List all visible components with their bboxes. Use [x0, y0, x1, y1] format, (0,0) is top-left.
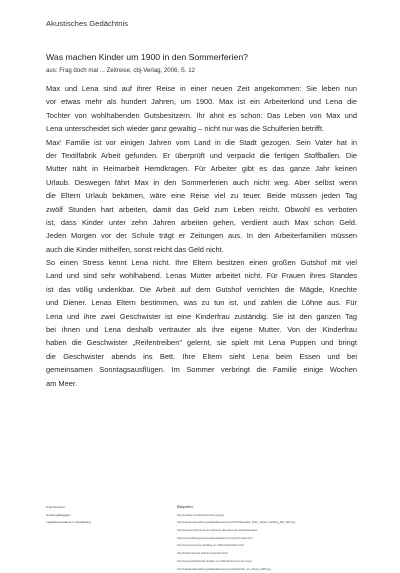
- text-line: die Geschwister abends ins Bett. Ihre Eltern sieht Lena beim Essen und bei: [46, 350, 357, 363]
- text-line: auch die Kinder mithelfen, sonst reicht das Geld nicht.: [46, 243, 357, 256]
- section-label: Akustisches Gedächtnis: [46, 19, 128, 28]
- image-credits: [177, 504, 377, 573]
- text-line: ist, dass Kinder unter zehn Jahren arbeiten gehen, verdient auch Max schon Geld.: [46, 216, 357, 229]
- text-line: und Diener. Lenas Eltern bestimmen, was zu tun ist, und zahlen die Löhne aus. Für: [46, 296, 357, 309]
- credit-link[interactable]: http://www.wohlhabende-familien-um-1900.de/sommer-am-meer/: [177, 558, 377, 566]
- text-line: Max' Familie ist vor einigen Jahren vom Land in die Stadt gezogen. Sein Vater hat in: [46, 136, 357, 149]
- author-info: [46, 504, 91, 527]
- text-line: zwölf Stunden hart arbeiten, damit das Geld zum Leben reicht. Obwohl es verboten: [46, 203, 357, 216]
- text-line: Max und Lena sind auf ihrer Reise in einer neuen Zeit angekommen: Sie leben nun: [46, 82, 357, 95]
- text-line: vor etwas mehr als hundert Jahren, um 1900. Max ist ein Arbeiterkind und Lena die: [46, 95, 357, 108]
- text-line: Jeden Morgen vor der Schule trägt er Zeitungen aus. In den Arbeiterfamilien müssen: [46, 229, 357, 242]
- document-title: Was machen Kinder um 1900 in den Sommerferien?: [46, 52, 248, 62]
- text-line: So einen Stress kennt Lena nicht. Ihre Eltern besitzen einen großen Gutshof mit viel: [46, 256, 357, 269]
- story-text: [46, 82, 357, 390]
- author-name: Anja Dreimler: [46, 504, 91, 512]
- credit-link[interactable]: http://www.geschichte-lernen.de/ueber-das-leben-der-arbeiterfamilien/: [177, 527, 377, 535]
- text-line: Mutter näht in Heimarbeit Hemdkragen. Für Arbeiter gibt es das ganze Jahr keinen: [46, 162, 357, 175]
- text-line: der Textilfabrik Arbeit gefunden. Er überprüft und verpackt die fertigen Stoffballen. Die: [46, 149, 357, 162]
- text-line: Land und sind sehr wohlhabend. Lenas Mutter arbeitet nicht. Für Frauen ihres Standes: [46, 269, 357, 282]
- text-line: Urlaub. Deswegen fährt Max in den Sommerferien auch nicht weg. Aber selbst wenn: [46, 176, 357, 189]
- credit-link[interactable]: https://www.bildungsserver.de/kinderarbeit-im-19-jahrhundert.html: [177, 535, 377, 543]
- text-line: ist das völlig undenkbar. Die Arbeit auf dem Gutshof verrichten die Mägde, Knechte: [46, 283, 357, 296]
- source-citation: aus: Frag doch mal ... Zeitreise, cbj-Verlag, 2006, S. 12: [46, 67, 195, 74]
- credit-link[interactable]: http://upload.wikimedia.org/wikipedia/commons/1/1f/Kinderarbeit_Baby_Hanna_Heading_Mill_1910.jpg: [177, 519, 377, 527]
- author-role: Sonderpädagogin: [46, 512, 91, 520]
- credit-link[interactable]: http://www.sammlung.de/alltag-um-1900-reifentreiben.html: [177, 542, 377, 550]
- text-line: am Meer.: [46, 377, 357, 390]
- text-line: gemeinsamen Sonntagsausflügen. Im Sommer verbringt die Familie einige Wochen: [46, 363, 357, 376]
- text-line: Lena und ihre zwei Geschwister ist eine Kinderfrau zuständig. Sie ist den ganzen Tag: [46, 310, 357, 323]
- credit-link[interactable]: http://upload.wikimedia.org/wikipedia/commons/a/a3/Kinder_am_Strand_1905.jpg: [177, 566, 377, 573]
- text-line: die Eltern Urlaub bekämen, wäre eine Reise viel zu teuer. Beide müssen jeden Tag: [46, 189, 357, 202]
- credit-link[interactable]: http://pixabay.com/de/dorf-kinder-gruppe/: [177, 512, 377, 520]
- text-line: bei ihnen und Lena deshalb vertrauter als ihre eigene Mutter. Von der Kinderfrau: [46, 323, 357, 336]
- credit-link[interactable]: http://kinderzeitreise.de/themen/gutshof.html: [177, 550, 377, 558]
- text-line: Tochter von wohlhabenden Gutsbesitzern. Ihr ahnt es schon: Das Leben von Max und: [46, 109, 357, 122]
- text-line: haben die Geschwister „Reifentreiben" gelernt, sie spielt mit Lena Puppen und bringt: [46, 336, 357, 349]
- author-training: Legasthenietrainer in Ausbildung: [46, 519, 91, 527]
- text-line: Lena unterscheidet sich wieder ganz gewaltig – nicht nur was die Schulferien betrifft.: [46, 122, 357, 135]
- credits-heading: Bildquellen:: [177, 504, 377, 512]
